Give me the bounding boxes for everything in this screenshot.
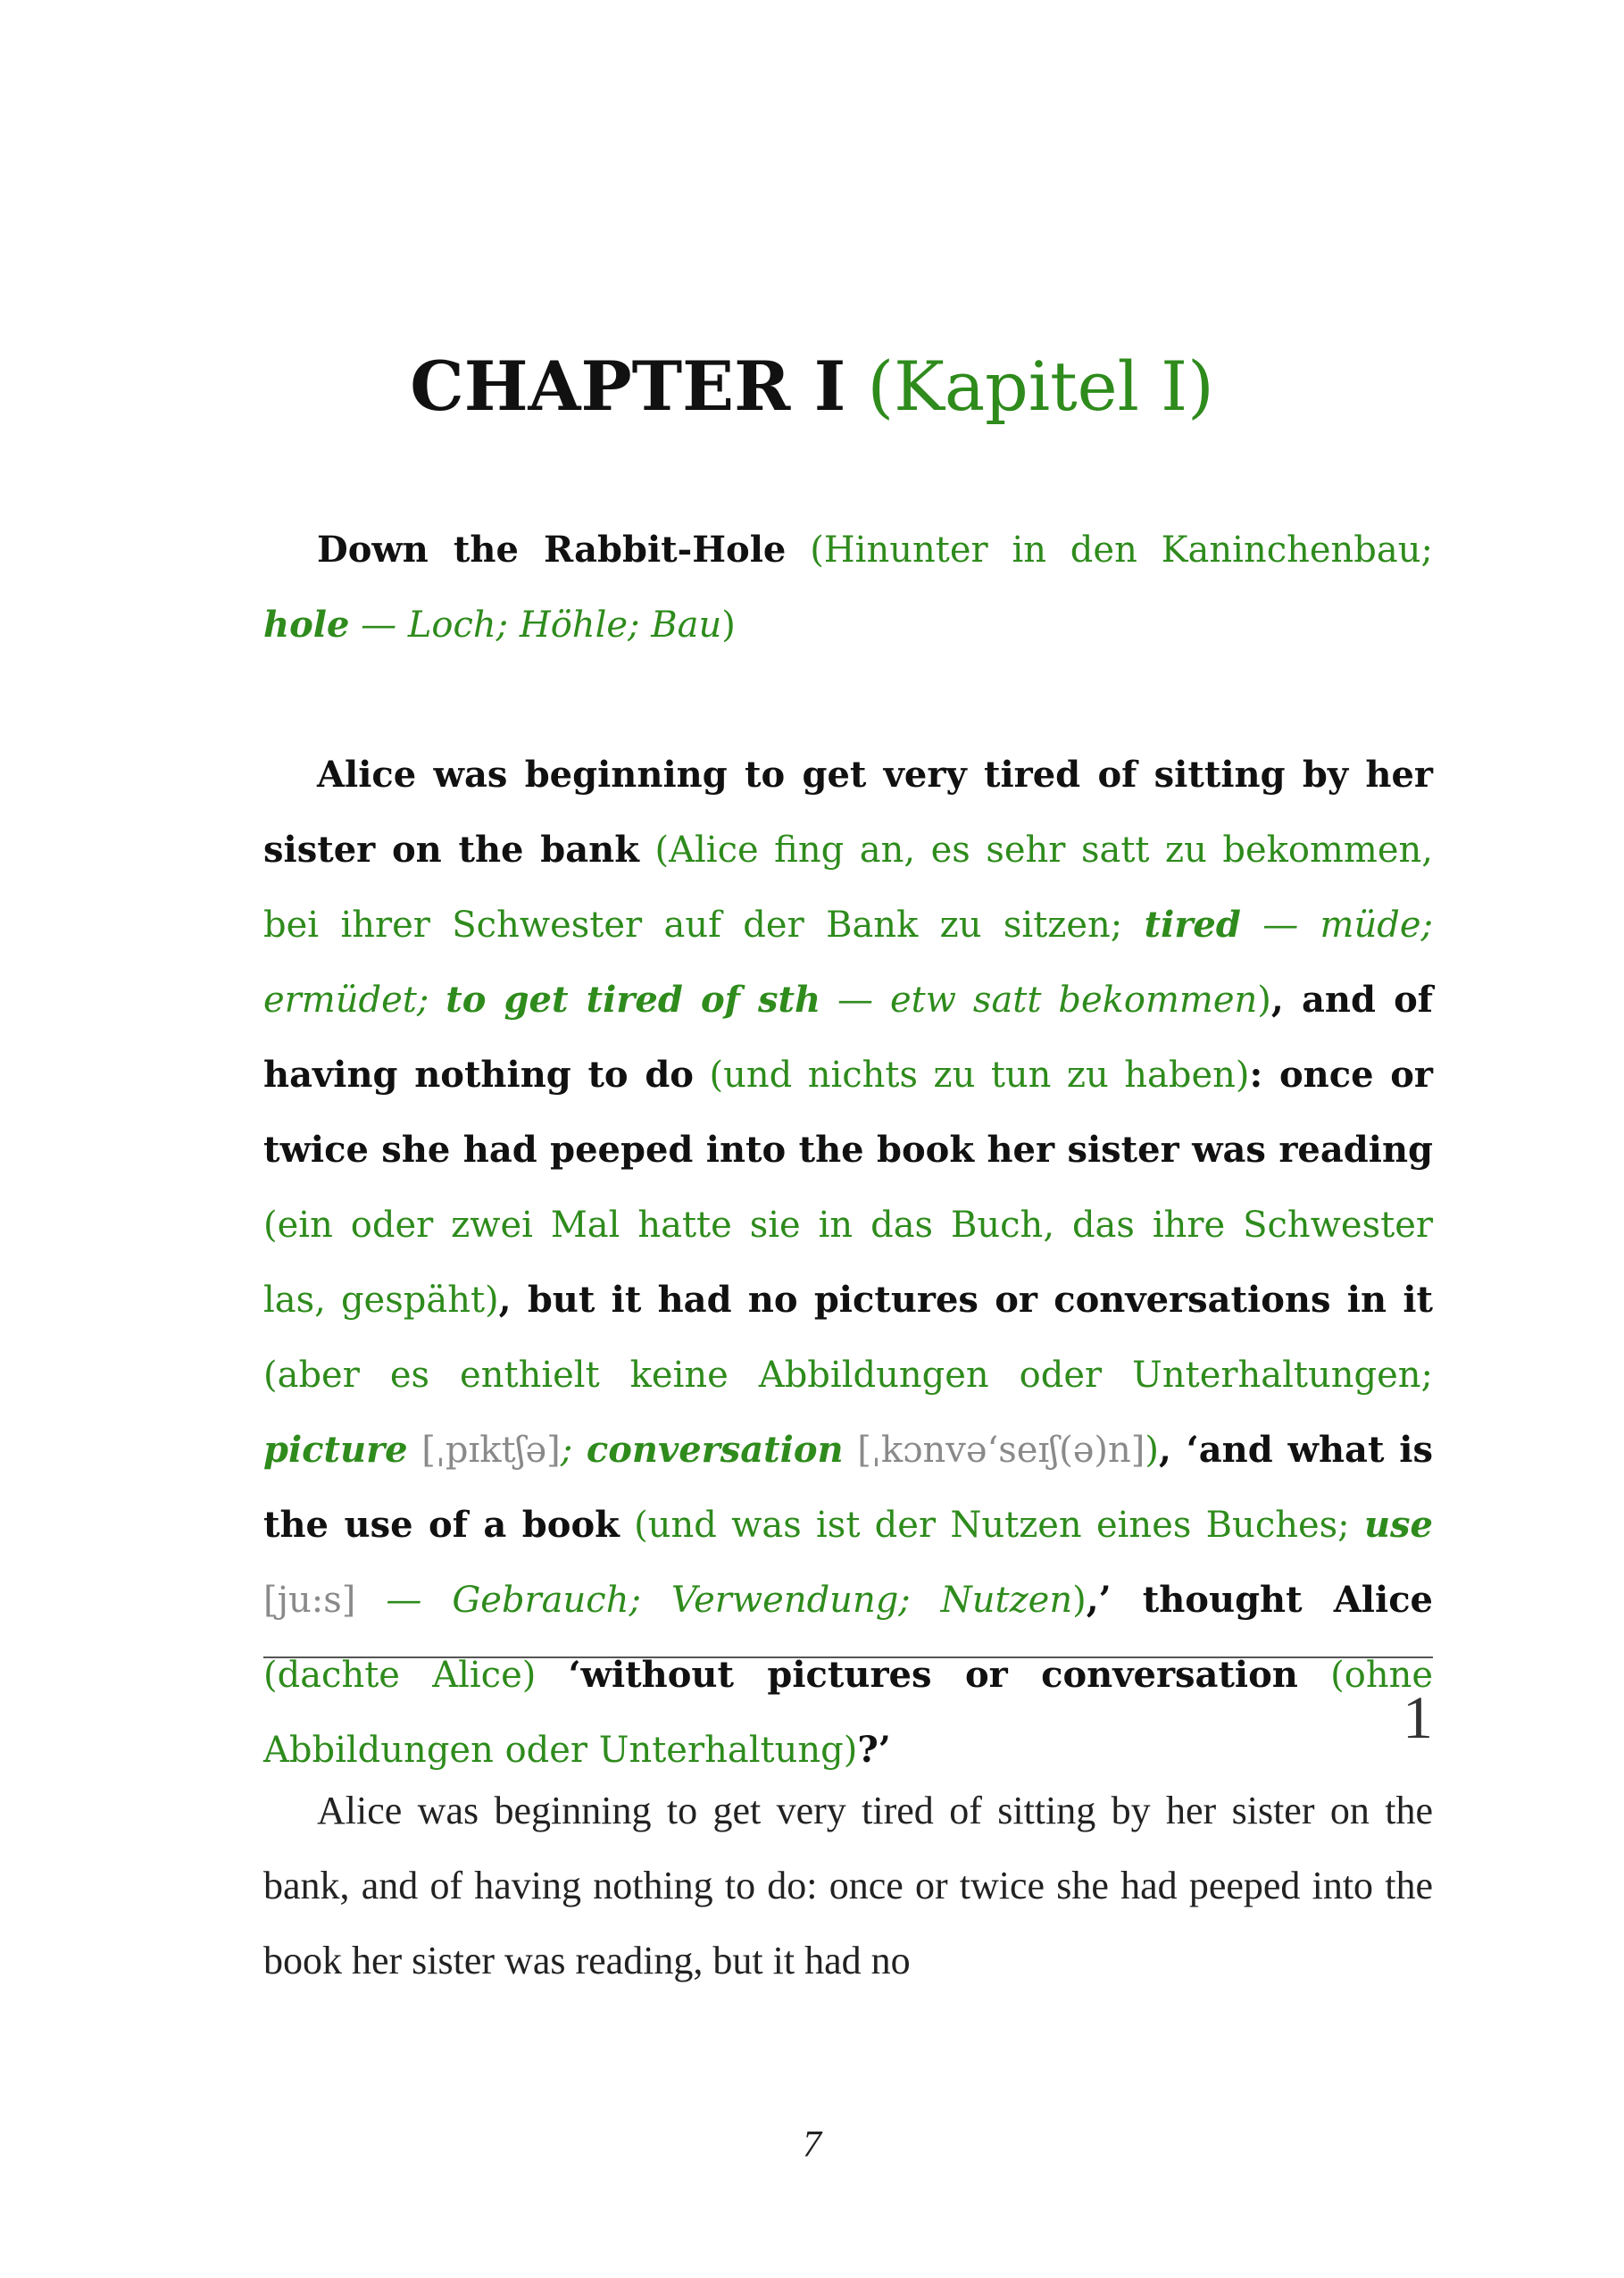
english-phrase: Alice was beginning to get very tired of sitting by her sister on the bank: [263, 754, 1433, 871]
german-translation: (aber es enthielt keine Abbildungen oder Unterhaltungen;: [263, 1355, 1433, 1396]
english-phrase: ,’ thought Alice: [1086, 1579, 1434, 1621]
chapter-title-english: CHAPTER I: [410, 346, 846, 426]
chapter-heading: [0, 338, 1624, 436]
vocab-definition: — Loch; Höhle; Bau: [361, 605, 722, 646]
vocab-definition: — müde; ermüdet;: [263, 905, 1434, 1021]
section-divider: [263, 1656, 1433, 1658]
closing-paren: ): [721, 605, 736, 646]
german-translation: (ein oder zwei Mal hatte sie in das Buch, das ihre Schwester las, gespäht): [263, 1205, 1433, 1321]
bilingual-paragraph: [263, 738, 1433, 1788]
closing-paren: ): [1257, 980, 1271, 1021]
vocab-word: use: [1363, 1504, 1434, 1546]
vocab-word: hole: [263, 604, 350, 646]
subtitle-german: (Hinunter in den Kaninchenbau;: [810, 530, 1433, 571]
vocab-definition: — etw satt bekommen: [837, 980, 1258, 1021]
closing-paren: ): [1145, 1430, 1159, 1471]
section-number: 1: [1403, 1683, 1433, 1751]
chapter-subtitle: [263, 513, 1433, 663]
german-translation: (und was ist der Nutzen eines Buches;: [634, 1505, 1350, 1546]
english-phrase: , but it had no pictures or conversations in it: [498, 1279, 1433, 1321]
page-number: 7: [803, 2124, 821, 2165]
vocab-word: conversation: [586, 1429, 844, 1471]
english-phrase: ‘without pictures or conversation: [568, 1654, 1298, 1696]
german-translation: (ohne Abbildungen oder Unterhaltung): [263, 1655, 1434, 1771]
original-text-paragraph: Alice was beginning to get very tired of sitting by her sister on the bank, and of having nothing to do: once or twice she had peeped into the book her sister was reading, but it had no: [263, 1789, 1433, 1982]
vocab-word: picture: [263, 1429, 408, 1471]
ipa-transcription: [ˌkɔnvə‘seɪʃ(ə)n]: [857, 1430, 1145, 1471]
subtitle-english: Down the Rabbit-Hole: [317, 529, 787, 571]
german-translation: (und nichts zu tun zu haben): [709, 1055, 1250, 1096]
vocab-definition: — Gebrauch; Verwendung; Nutzen: [386, 1580, 1073, 1621]
chapter-title-german: (Kapitel I): [867, 346, 1214, 426]
english-phrase: , and of having nothing to do: [263, 979, 1434, 1096]
english-phrase: : once or twice she had peeped into the book her sister was reading: [263, 1054, 1434, 1171]
vocab-word: to get tired of sth: [446, 979, 821, 1021]
closing-paren: ): [1072, 1580, 1087, 1621]
german-translation: (dachte Alice): [263, 1655, 537, 1696]
german-translation: (Alice fing an, es sehr satt zu bekommen, bei ihrer Schwester auf der Bank zu sitzen;: [263, 830, 1434, 946]
separator: ;: [560, 1430, 573, 1471]
closing-punctuation: ?’: [857, 1729, 891, 1771]
vocab-word: tired: [1144, 904, 1241, 946]
english-phrase: , ‘and what is the use of a book: [263, 1429, 1434, 1546]
ipa-transcription: [ju:s]: [263, 1580, 356, 1621]
ipa-transcription: [ˌpɪktʃə]: [421, 1430, 561, 1471]
